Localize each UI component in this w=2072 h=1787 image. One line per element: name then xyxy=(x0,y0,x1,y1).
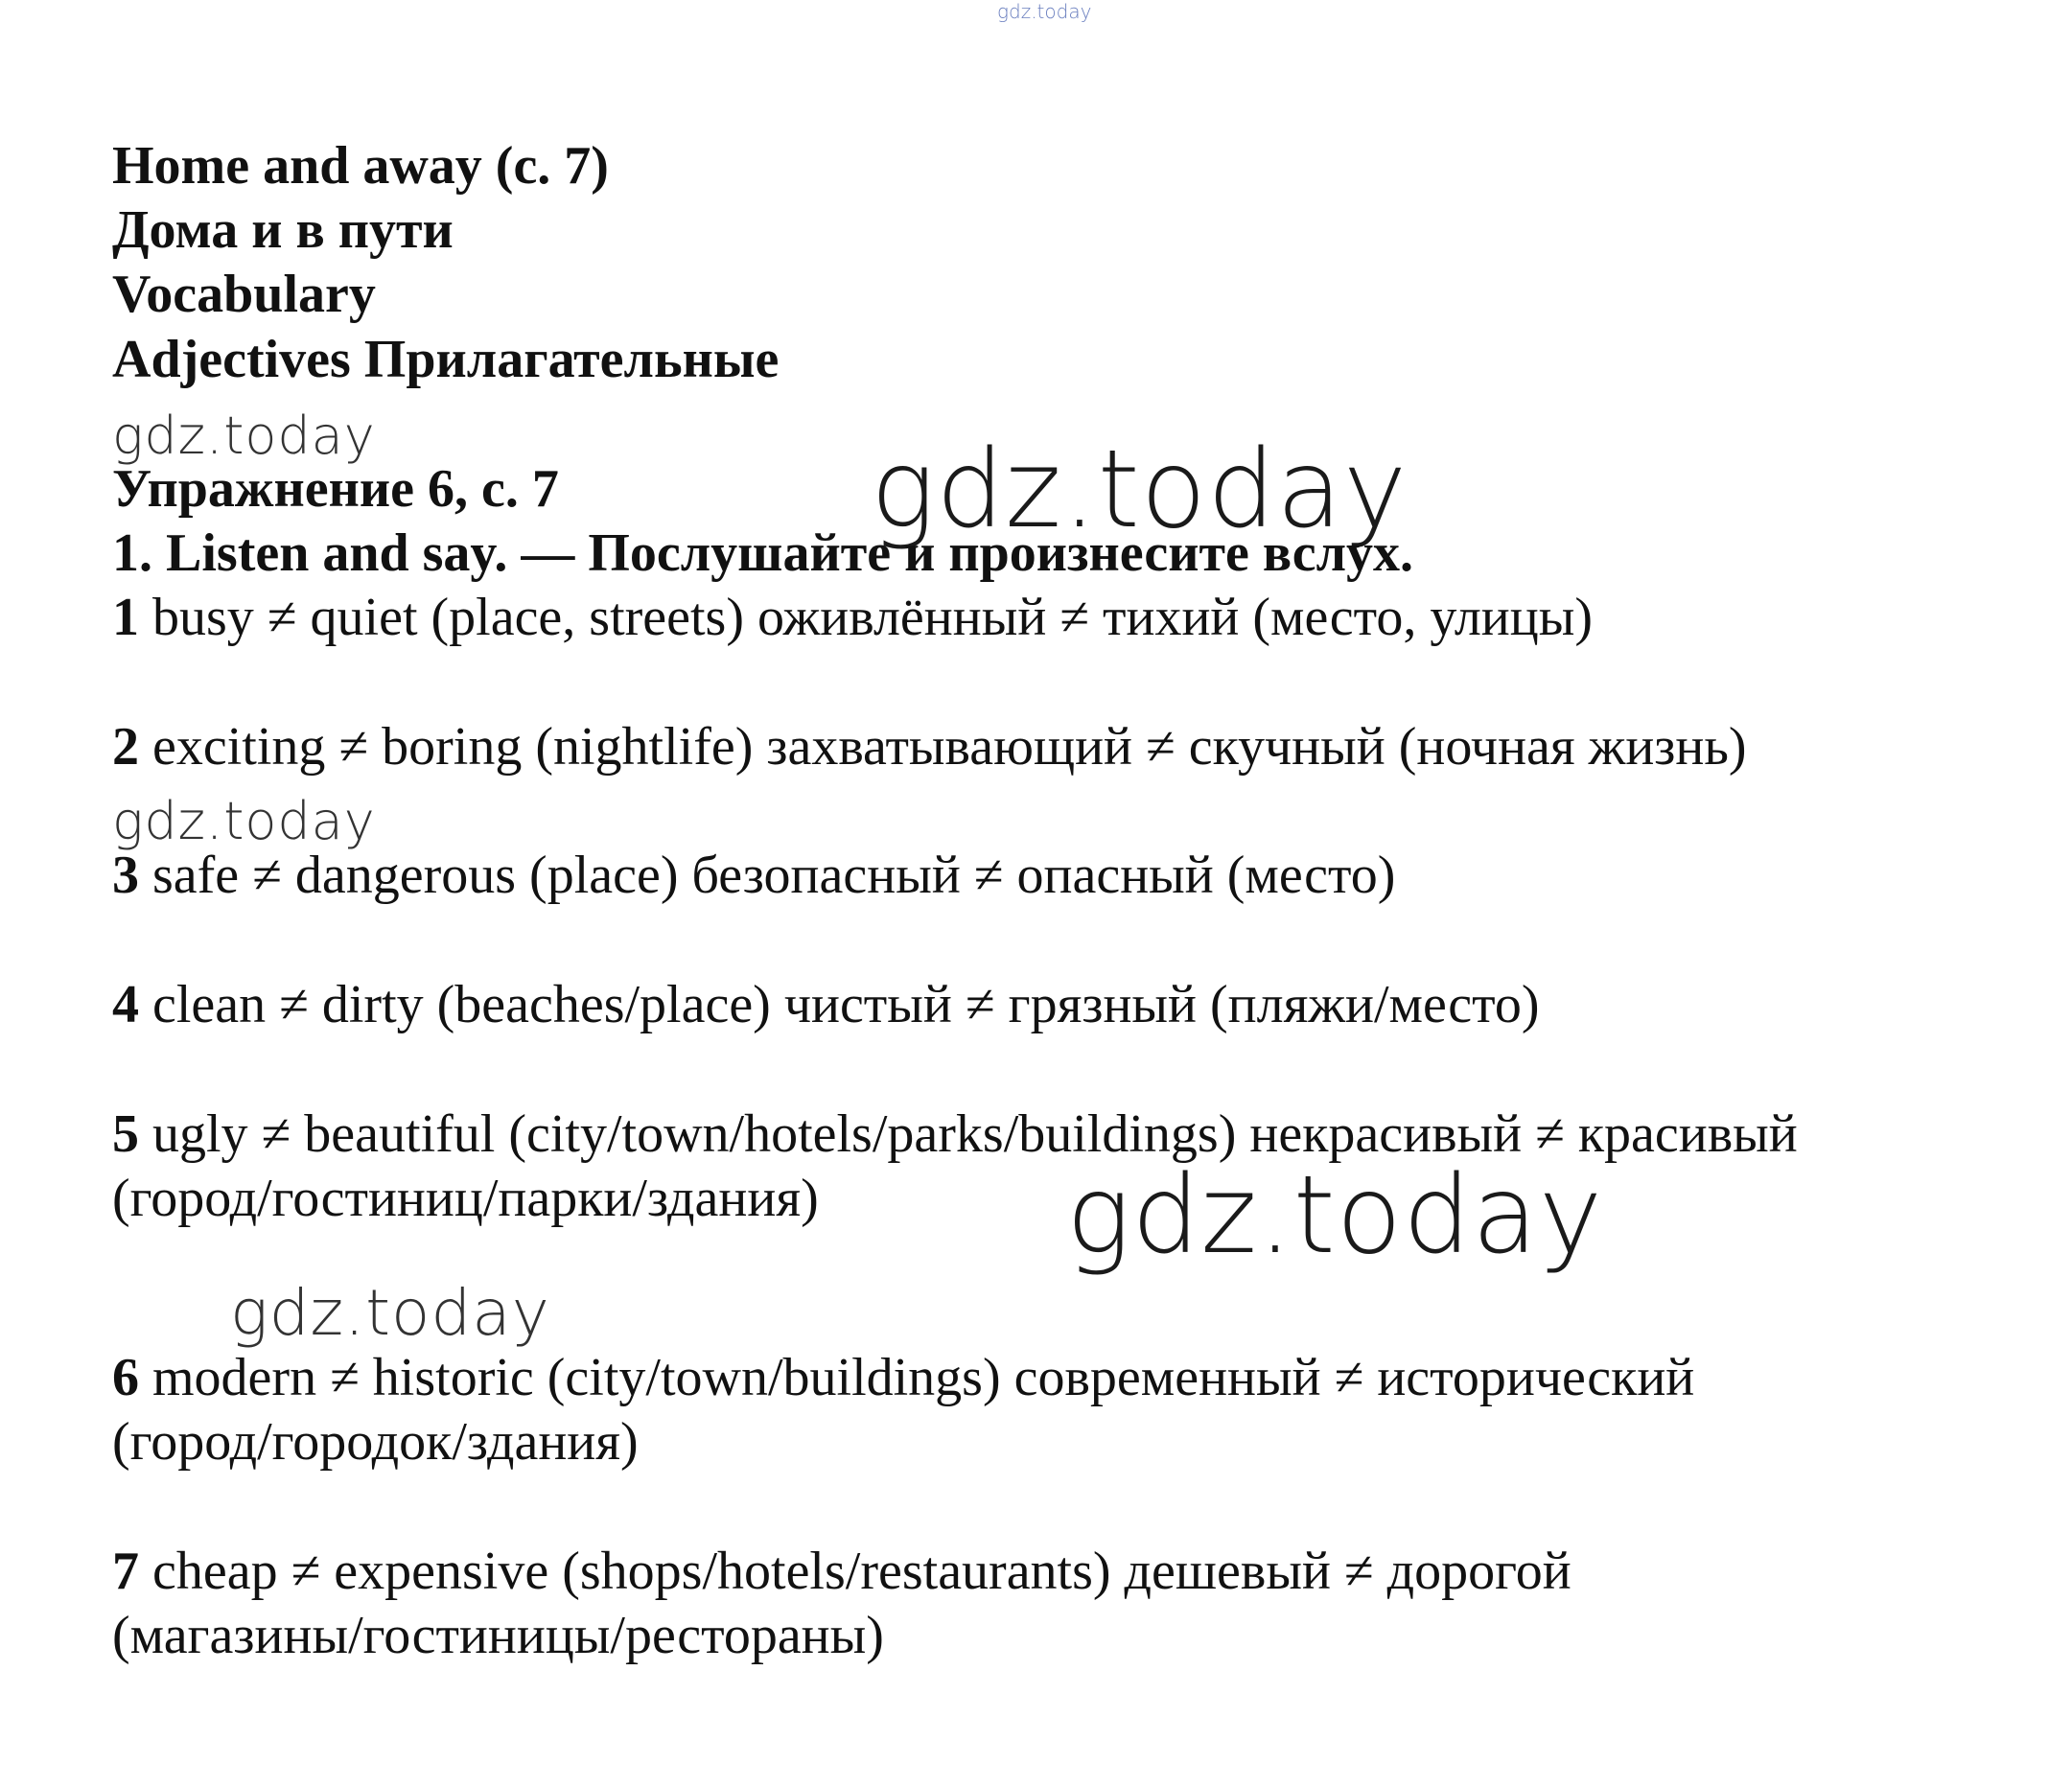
list-item-6-continuation: (город/городок/здания) xyxy=(112,1412,639,1472)
list-item-6 xyxy=(112,1348,1695,1407)
item-text: safe ≠ dangerous (place) безопасный ≠ опасный (место) xyxy=(139,846,1396,905)
item-text: exciting ≠ boring (nightlife) захватывающий ≠ скучный (ночная жизнь) xyxy=(139,717,1747,777)
watermark-top: gdz.today xyxy=(997,0,1092,23)
item-number: 5 xyxy=(112,1104,139,1164)
watermark-small-3: gdz.today xyxy=(230,1276,550,1350)
item-text: cheap ≠ expensive (shops/hotels/restaurants) дешевый ≠ дорогой xyxy=(139,1542,1571,1601)
item-text: busy ≠ quiet (place, streets) оживлённый ≠ тихий (место, улицы) xyxy=(139,588,1594,647)
exercise-title: Упражнение 6, с. 7 xyxy=(112,459,559,519)
item-text: clean ≠ dirty (beaches/place) чистый ≠ грязный (пляжи/место) xyxy=(139,975,1540,1034)
item-text: modern ≠ historic (city/town/buildings) современный ≠ исторический xyxy=(139,1348,1695,1407)
watermark-large-2: gdz.today xyxy=(1066,1153,1604,1278)
item-number: 4 xyxy=(112,975,139,1034)
list-item-5-continuation: (город/гостиниц/парки/здания) xyxy=(112,1169,819,1228)
list-item-3 xyxy=(112,846,1396,905)
watermark-small-2: gdz.today xyxy=(112,791,376,851)
watermark-large-1: gdz.today xyxy=(871,428,1408,552)
list-item-4 xyxy=(112,975,1540,1034)
list-item-1 xyxy=(112,588,1594,647)
item-number: 2 xyxy=(112,717,139,777)
item-number: 1 xyxy=(112,588,139,647)
list-item-2 xyxy=(112,717,1747,777)
list-item-5 xyxy=(112,1104,1798,1164)
item-number: 6 xyxy=(112,1348,139,1407)
item-text: ugly ≠ beautiful (city/town/hotels/parks/buildings) некрасивый ≠ красивый xyxy=(139,1104,1798,1164)
item-number: 3 xyxy=(112,846,139,905)
section-title: Vocabulary xyxy=(112,265,376,324)
lesson-subtitle: Дома и в пути xyxy=(112,200,454,260)
lesson-title: Home and away (с. 7) xyxy=(112,136,609,196)
list-item-7-continuation: (магазины/гостиницы/рестораны) xyxy=(112,1606,884,1665)
item-number: 7 xyxy=(112,1542,139,1601)
exercise-instruction: 1. Listen and say. — Послушайте и произнесите вслух. xyxy=(112,523,1414,583)
topic-title: Adjectives Прилагательные xyxy=(112,330,780,389)
watermark-small-1: gdz.today xyxy=(112,406,376,466)
list-item-7 xyxy=(112,1542,1571,1601)
